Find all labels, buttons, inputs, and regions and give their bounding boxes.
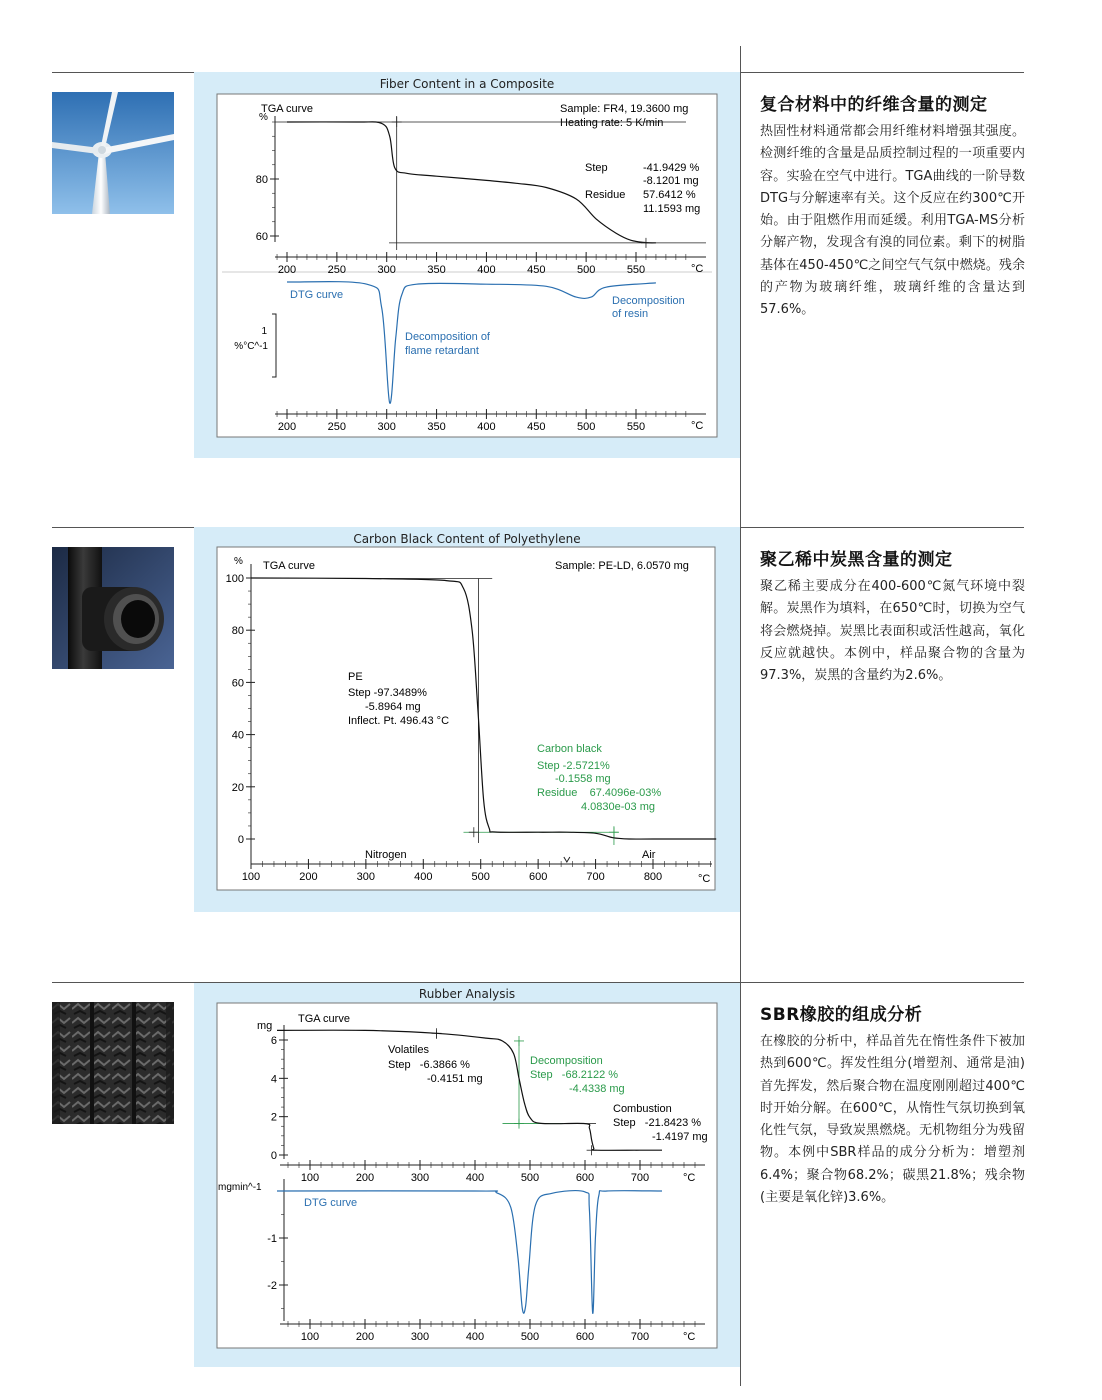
volatiles-title: Volatiles <box>388 1044 429 1056</box>
tga-x-tick-label: 500 <box>520 1172 540 1184</box>
dtg-y-tick-label: -1 <box>267 1233 277 1245</box>
fiber-content-chart <box>194 72 740 458</box>
carbon-black-chart <box>194 527 740 912</box>
residue-label: Residue <box>585 189 626 201</box>
tga-y-tick-label: 80 <box>231 625 244 638</box>
tga-x-tick-label: 200 <box>277 264 297 276</box>
decomposition-title: Decomposition <box>530 1055 603 1067</box>
rubber-analysis-text <box>760 1000 1025 1209</box>
dtg-annotation-flame-2: flame retardant <box>405 345 479 357</box>
cb-residue: Residue 67.4096e-03% <box>537 787 662 799</box>
section-body: 热固性材料通常都会用纤维材料增强其强度。检测纤维的含量是品质控制过程的一项重要内容。实验在空气中进行。TGA曲线的一阶导数DTG与分解速率有关。这个反应在约300℃开始。由于阻燃作用而延缓。利用TGA-MS分析分解产物，发现含有溴的同位素。剩下的树脂基体在450-450℃之间空气气氛中燃烧。残余的产物为玻璃纤维，玻璃纤维的含量达到57.6%。 <box>760 124 1025 318</box>
dtg-annotation-flame-1: Decomposition of <box>405 331 490 343</box>
pe-inflect: Inflect. Pt. 496.43 °C <box>348 715 450 727</box>
tga-y-tick-label: 6 <box>270 1035 277 1047</box>
tga-x-unit: °C <box>691 263 704 275</box>
tga-y-tick-label: 4 <box>270 1073 277 1086</box>
dtg-x-unit: °C <box>691 420 704 432</box>
section-heading: 聚乙稀中炭黑含量的测定 <box>760 550 953 570</box>
volatiles-step: Step -6.3866 % <box>388 1059 470 1071</box>
step-label: Step <box>585 162 608 174</box>
tga-x-tick-label: 600 <box>575 1172 595 1184</box>
dtg-x-tick-label: 300 <box>377 421 396 433</box>
tga-x-unit: °C <box>683 1172 696 1184</box>
tga-x-tick-label: 200 <box>299 871 318 883</box>
dtg-x-tick-label: 450 <box>527 421 546 433</box>
heating-rate-label: Heating rate: 5 K/min <box>560 117 664 129</box>
dtg-x-tick-label: 700 <box>630 1331 650 1343</box>
tga-x-tick-label: 500 <box>576 264 596 276</box>
tga-y-tick-label: 40 <box>231 729 244 742</box>
rubber-analysis-panel <box>194 983 740 1367</box>
combustion-title: Combustion <box>613 1103 672 1115</box>
volatiles-mg: -0.4151 mg <box>427 1073 483 1085</box>
dtg-scale-value: 1 <box>261 326 267 337</box>
column-divider <box>740 46 741 1386</box>
tga-x-tick-label: 100 <box>300 1172 320 1184</box>
tga-x-tick-label: 300 <box>356 871 376 883</box>
air-label: Air <box>642 849 656 861</box>
section-body: 聚乙稀主要成分在400-600℃氮气环境中裂解。炭黑作为填料，在650℃时，切换为空气将会燃烧掉。炭黑比表面积或活性越高，氧化反应就越快。本例中，样品聚合物的含量为97.3%，炭黑的含量约为2.6%。 <box>760 579 1025 684</box>
dtg-x-tick-label: 200 <box>355 1331 375 1343</box>
panel-title: Rubber Analysis <box>418 987 516 1001</box>
dtg-x-tick-label: 400 <box>477 421 496 433</box>
tga-x-tick-label: 500 <box>471 871 490 883</box>
tga-x-tick-label: 800 <box>643 871 663 883</box>
cb-title: Carbon black <box>537 743 602 755</box>
tga-y-tick-label: 2 <box>270 1111 277 1124</box>
dtg-annotation-resin-2: of resin <box>612 308 649 320</box>
section-heading: SBR橡胶的组成分析 <box>760 1005 923 1025</box>
residue-pct: 57.6412 % <box>643 189 696 201</box>
panel-title: Carbon Black Content of Polyethylene <box>353 532 581 546</box>
dtg-scale-unit: %°C^-1 <box>234 341 268 352</box>
tga-y-tick-label: 0 <box>237 834 244 846</box>
tga-x-tick-label: 400 <box>477 264 496 276</box>
tga-x-tick-label: 600 <box>528 871 548 883</box>
carbon-black-text <box>760 545 1025 687</box>
step-pct: -41.9429 % <box>643 162 700 174</box>
dtg-x-tick-label: 500 <box>576 421 596 433</box>
sample-label: Sample: PE-LD, 6.0570 mg <box>555 560 689 572</box>
section-body: 在橡胶的分析中，样品首先在惰性条件下被加热到600℃。挥发性组分(增塑剂、通常是油)首先挥发，然后聚合物在温度刚刚超过400℃时开始分解。在600℃，从惰性气氛切换到氧化性气氛，导致炭黑燃烧。无机物组分为残留物。本例中SBR样品的成分分析为：增塑剂6.4%；聚合物68.2%；碳黑21.8%；残余物(主要是氧化锌)3.6%。 <box>760 1034 1025 1206</box>
tga-curve-label: TGA curve <box>261 103 313 115</box>
fiber-content-panel <box>194 72 740 458</box>
pe-step: Step -97.3489% <box>348 687 427 699</box>
x-unit: °C <box>698 873 711 885</box>
dtg-x-tick-label: 600 <box>575 1331 595 1343</box>
tga-y-tick-label: 100 <box>225 573 244 585</box>
tga-x-tick-label: 550 <box>626 264 646 276</box>
tga-y-tick-label: 60 <box>255 231 268 243</box>
combustion-step: Step -21.8423 % <box>613 1117 702 1129</box>
tga-x-tick-label: 400 <box>465 1172 485 1184</box>
tga-x-tick-label: 700 <box>586 871 605 883</box>
combustion-mg: -1.4197 mg <box>652 1131 708 1143</box>
tga-y-tick-label: 80 <box>255 174 268 186</box>
tga-x-tick-label: 200 <box>355 1172 375 1184</box>
rubber-analysis-chart <box>194 983 740 1367</box>
tga-curve-label: TGA curve <box>298 1013 350 1025</box>
dtg-x-tick-label: 350 <box>427 421 446 433</box>
dtg-y-tick-label: -2 <box>267 1280 277 1292</box>
decomposition-step: Step -68.2122 % <box>530 1069 619 1081</box>
tga-curve-label: TGA curve <box>263 560 315 572</box>
cb-mg: -0.1558 mg <box>555 773 611 785</box>
tga-x-tick-label: 350 <box>427 264 446 276</box>
pe-mg: -5.8964 mg <box>365 701 421 713</box>
fiber-content-text <box>760 90 1025 322</box>
dtg-x-tick-label: 400 <box>465 1331 485 1343</box>
pe-title: PE <box>348 671 363 683</box>
dtg-x-tick-label: 550 <box>626 421 646 433</box>
step-mg: -8.1201 mg <box>643 175 699 187</box>
tire-tread-photo <box>52 1002 174 1124</box>
tga-x-tick-label: 400 <box>414 871 433 883</box>
tga-y-tick-label: 0 <box>270 1150 277 1162</box>
dtg-x-tick-label: 300 <box>410 1331 430 1343</box>
dtg-x-tick-label: 200 <box>277 421 297 433</box>
dtg-x-tick-label: 500 <box>520 1331 540 1343</box>
carbon-black-panel <box>194 527 740 912</box>
tga-x-tick-label: 450 <box>527 264 546 276</box>
tga-x-tick-label: 300 <box>377 264 396 276</box>
tga-y-tick-label: 20 <box>231 781 244 794</box>
dtg-x-tick-label: 250 <box>327 421 347 433</box>
cb-step: Step -2.5721% <box>537 760 610 772</box>
tga-x-tick-label: 300 <box>410 1172 430 1184</box>
dtg-annotation-resin-1: Decomposition <box>612 295 685 307</box>
decomposition-mg: -4.4338 mg <box>569 1083 625 1095</box>
dtg-x-unit: °C <box>683 1331 696 1343</box>
nitrogen-label: Nitrogen <box>365 849 407 861</box>
dtg-y-unit: mgmin^-1 <box>218 1182 262 1193</box>
y-unit-label: % <box>234 556 243 567</box>
tga-x-tick-label: 250 <box>327 264 347 276</box>
dtg-curve-label: DTG curve <box>304 1197 358 1209</box>
black-pipe-photo <box>52 547 174 669</box>
tga-x-tick-label: 100 <box>241 871 261 883</box>
residue-mg: 11.1593 mg <box>643 203 701 215</box>
section-heading: 复合材料中的纤维含量的测定 <box>760 95 988 115</box>
y-unit-label: mg <box>257 1020 273 1032</box>
cb-residue-mg: 4.0830e-03 mg <box>581 801 655 813</box>
tga-y-tick-label: 60 <box>231 677 244 690</box>
wind-turbine-photo <box>52 92 174 214</box>
tga-x-tick-label: 700 <box>630 1172 650 1184</box>
y-unit-label: % <box>259 112 268 123</box>
dtg-x-tick-label: 100 <box>300 1331 320 1343</box>
panel-title: Fiber Content in a Composite <box>379 77 555 91</box>
dtg-curve-label: DTG curve <box>290 289 344 301</box>
sample-label: Sample: FR4, 19.3600 mg <box>560 103 689 115</box>
